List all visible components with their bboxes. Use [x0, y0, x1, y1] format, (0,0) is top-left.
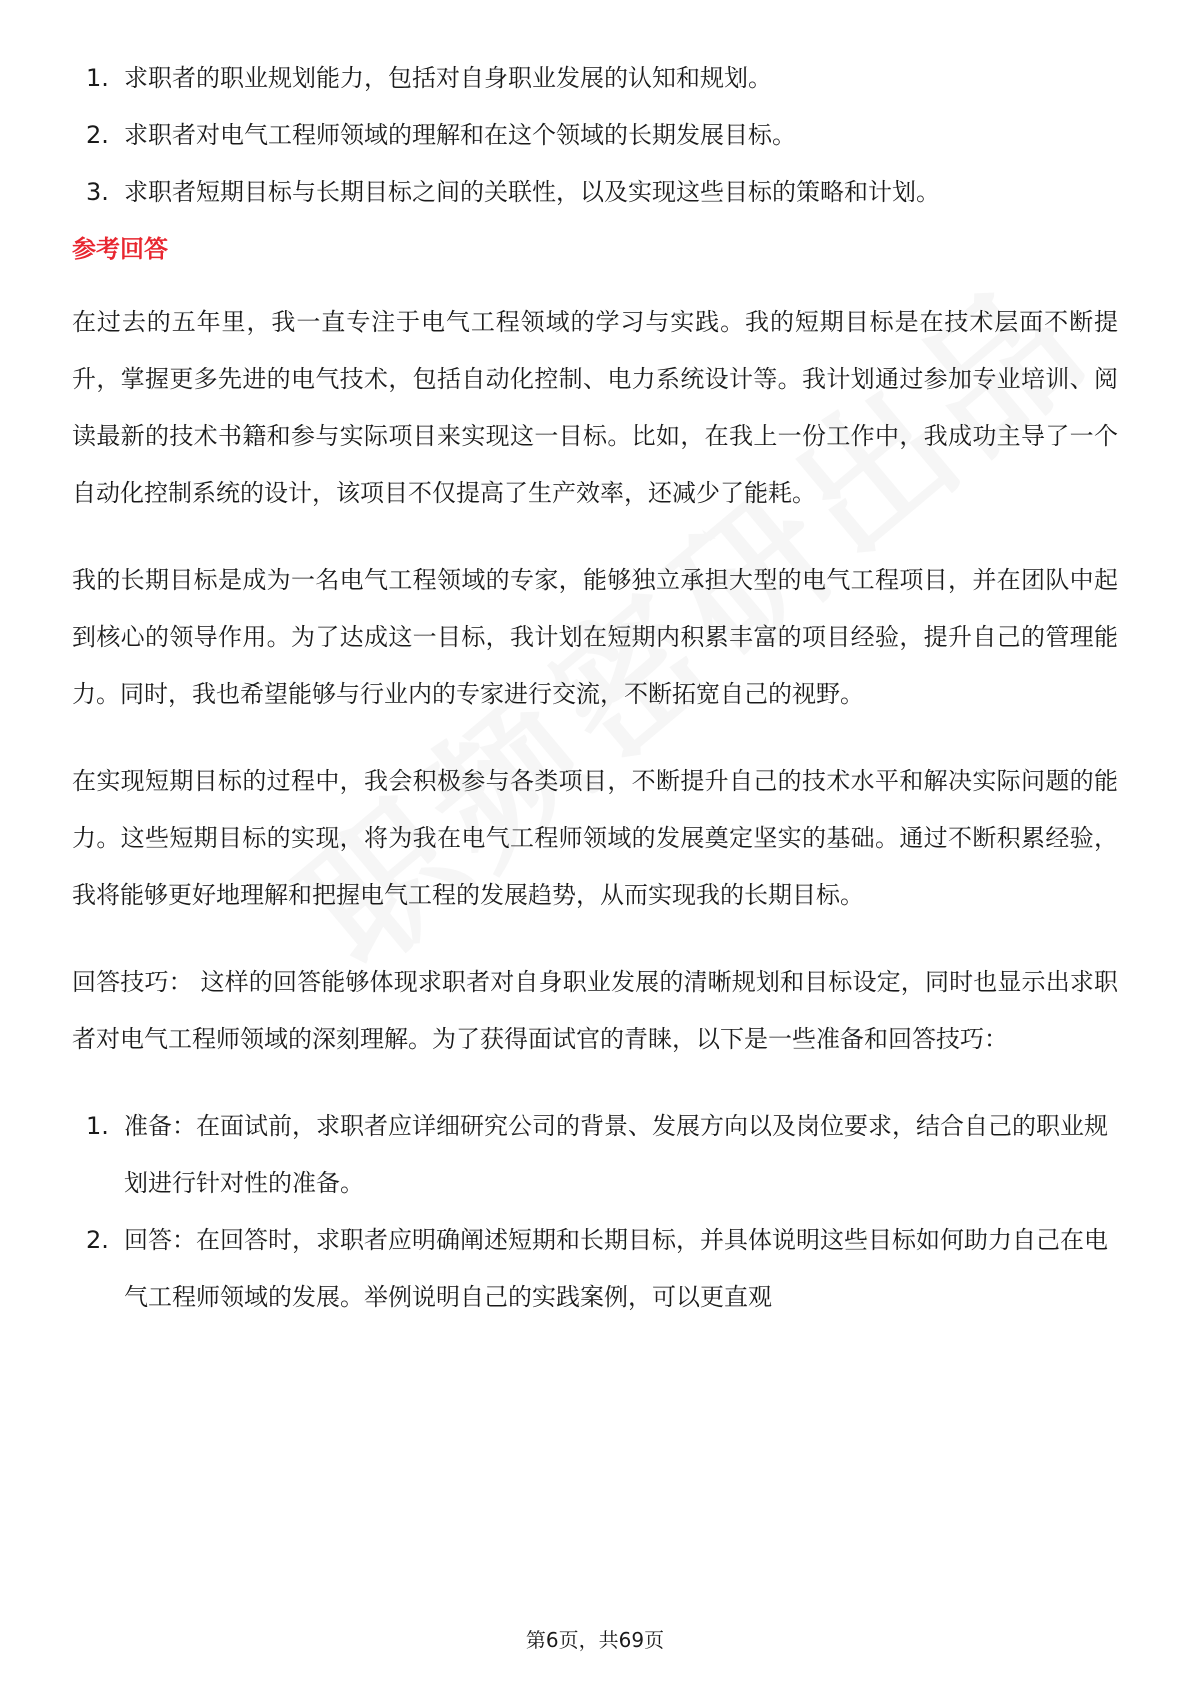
list-number: 3. [86, 178, 109, 206]
paragraph: 在实现短期目标的过程中，我会积极参与各类项目，不断提升自己的技术水平和解决实际问题的能力。这些短期目标的实现，将为我在电气工程师领域的发展奠定坚实的基础。通过不断积累经验，我将能够更好地理解和把握电气工程的发展趋势，从而实现我的长期目标。 [72, 767, 1118, 909]
paragraph: 在过去的五年里，我一直专注于电气工程领域的学习与实践。我的短期目标是在技术层面不断提升，掌握更多先进的电气技术，包括自动化控制、电力系统设计等。我计划通过参加专业培训、阅读最新的技术书籍和参与实际项目来实现这一目标。比如，在我上一份工作中，我成功主导了一个自动化控制系统的设计，该项目不仅提高了生产效率，还减少了能耗。 [72, 308, 1118, 507]
list-item [72, 1212, 1118, 1326]
list-number: 1. [86, 64, 109, 92]
list-number: 2. [86, 1226, 109, 1254]
list-item [72, 117, 1118, 153]
list-item [72, 1098, 1118, 1212]
section-heading: 参考回答 [72, 235, 168, 263]
list-text: 准备：在面试前，求职者应详细研究公司的背景、发展方向以及岗位要求，结合自己的职业规划进行针对性的准备。 [124, 1112, 1108, 1197]
page-content [72, 60, 1118, 1326]
list-item [72, 174, 1118, 210]
intro-list [72, 60, 1118, 210]
list-number: 2. [86, 121, 109, 149]
page-footer: 第6页，共69页 [525, 1628, 665, 1652]
list-item [72, 60, 1118, 96]
list-text: 求职者对电气工程师领域的理解和在这个领域的长期发展目标。 [124, 121, 796, 149]
list-number: 1. [86, 1112, 109, 1140]
list-text: 求职者的职业规划能力，包括对自身职业发展的认知和规划。 [124, 64, 772, 92]
list-text: 回答：在回答时，求职者应明确阐述短期和长期目标，并具体说明这些目标如何助力自己在电气工程师领域的发展。举例说明自己的实践案例，可以更直观 [124, 1226, 1108, 1311]
list-text: 求职者短期目标与长期目标之间的关联性，以及实现这些目标的策略和计划。 [124, 178, 940, 206]
paragraph: 回答技巧： 这样的回答能够体现求职者对自身职业发展的清晰规划和目标设定，同时也显示出求职者对电气工程师领域的深刻理解。为了获得面试官的青睐，以下是一些准备和回答技巧： [72, 968, 1118, 1053]
paragraph: 我的长期目标是成为一名电气工程领域的专家，能够独立承担大型的电气工程项目，并在团队中起到核心的领导作用。为了达成这一目标，我计划在短期内积累丰富的项目经验，提升自己的管理能力。同时，我也希望能够与行业内的专家进行交流，不断拓宽自己的视野。 [72, 566, 1118, 708]
tips-list [72, 1098, 1118, 1326]
